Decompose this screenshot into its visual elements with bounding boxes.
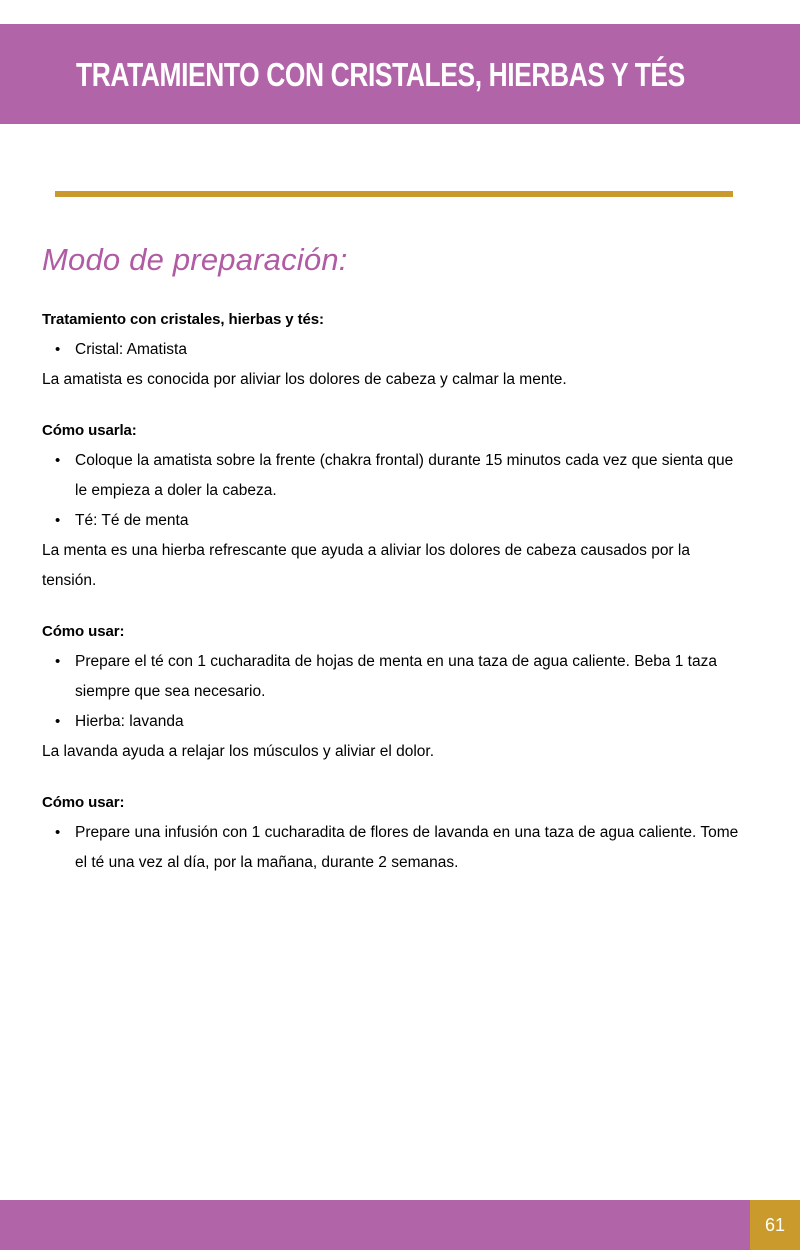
list-item — [42, 647, 742, 707]
bullet-list — [42, 818, 742, 878]
list-item-text: Hierba: lavanda — [75, 713, 184, 731]
list-item — [42, 707, 742, 737]
page-number: 61 — [764, 1215, 786, 1235]
page-header-title: TRATAMIENTO CON CRISTALES, HIERBAS Y TÉS — [76, 55, 685, 93]
block-heading: Cómo usar: — [42, 794, 125, 812]
list-item-text: Coloque la amatista sobre la frente (chakra frontal) durante 15 minutos cada vez que sienta que le empieza a doler la cabeza. — [75, 452, 734, 500]
block-paragraph: La lavanda ayuda a relajar los músculos y aliviar el dolor. — [42, 743, 435, 761]
bullet-point-icon: • — [55, 824, 61, 842]
list-item-text: Cristal: Amatista — [75, 341, 187, 359]
list-item-text: Prepare una infusión con 1 cucharadita de flores de lavanda en una taza de agua caliente. Tome el té una vez al día, por la mañana, durante 2 semanas. — [75, 824, 739, 872]
content-block — [42, 788, 742, 878]
block-heading: Tratamiento con cristales, hierbas y tés: — [42, 311, 324, 329]
list-item-text: Té: Té de menta — [75, 512, 189, 530]
list-item — [42, 506, 742, 536]
page-header-band — [0, 24, 800, 124]
list-item — [42, 818, 742, 878]
block-paragraph: La menta es una hierba refrescante que ayuda a aliviar los dolores de cabeza causados por la tensión. — [42, 542, 690, 590]
bullet-list — [42, 647, 742, 737]
bullet-list — [42, 446, 742, 536]
bullet-point-icon: • — [55, 341, 61, 359]
bullet-point-icon: • — [55, 512, 61, 530]
content-block — [42, 305, 742, 395]
block-paragraph: La amatista es conocida por aliviar los dolores de cabeza y calmar la mente. — [42, 371, 567, 389]
list-item-text: Prepare el té con 1 cucharadita de hojas de menta en una taza de agua caliente. Beba 1 taza siempre que sea necesario. — [75, 653, 717, 701]
block-heading: Cómo usarla: — [42, 422, 137, 440]
content-block — [42, 617, 742, 767]
section-title: Modo de preparación: — [42, 242, 348, 277]
bullet-point-icon: • — [55, 653, 61, 671]
list-item — [42, 335, 742, 365]
bullet-point-icon: • — [55, 713, 61, 731]
page-footer-band — [0, 1200, 800, 1250]
content-block — [42, 416, 742, 596]
page-content — [42, 243, 742, 878]
block-heading: Cómo usar: — [42, 623, 125, 641]
bullet-list — [42, 335, 742, 365]
page-number-block — [750, 1200, 800, 1250]
list-item — [42, 446, 742, 506]
gold-divider-rule — [55, 191, 733, 197]
bullet-point-icon: • — [55, 452, 61, 470]
